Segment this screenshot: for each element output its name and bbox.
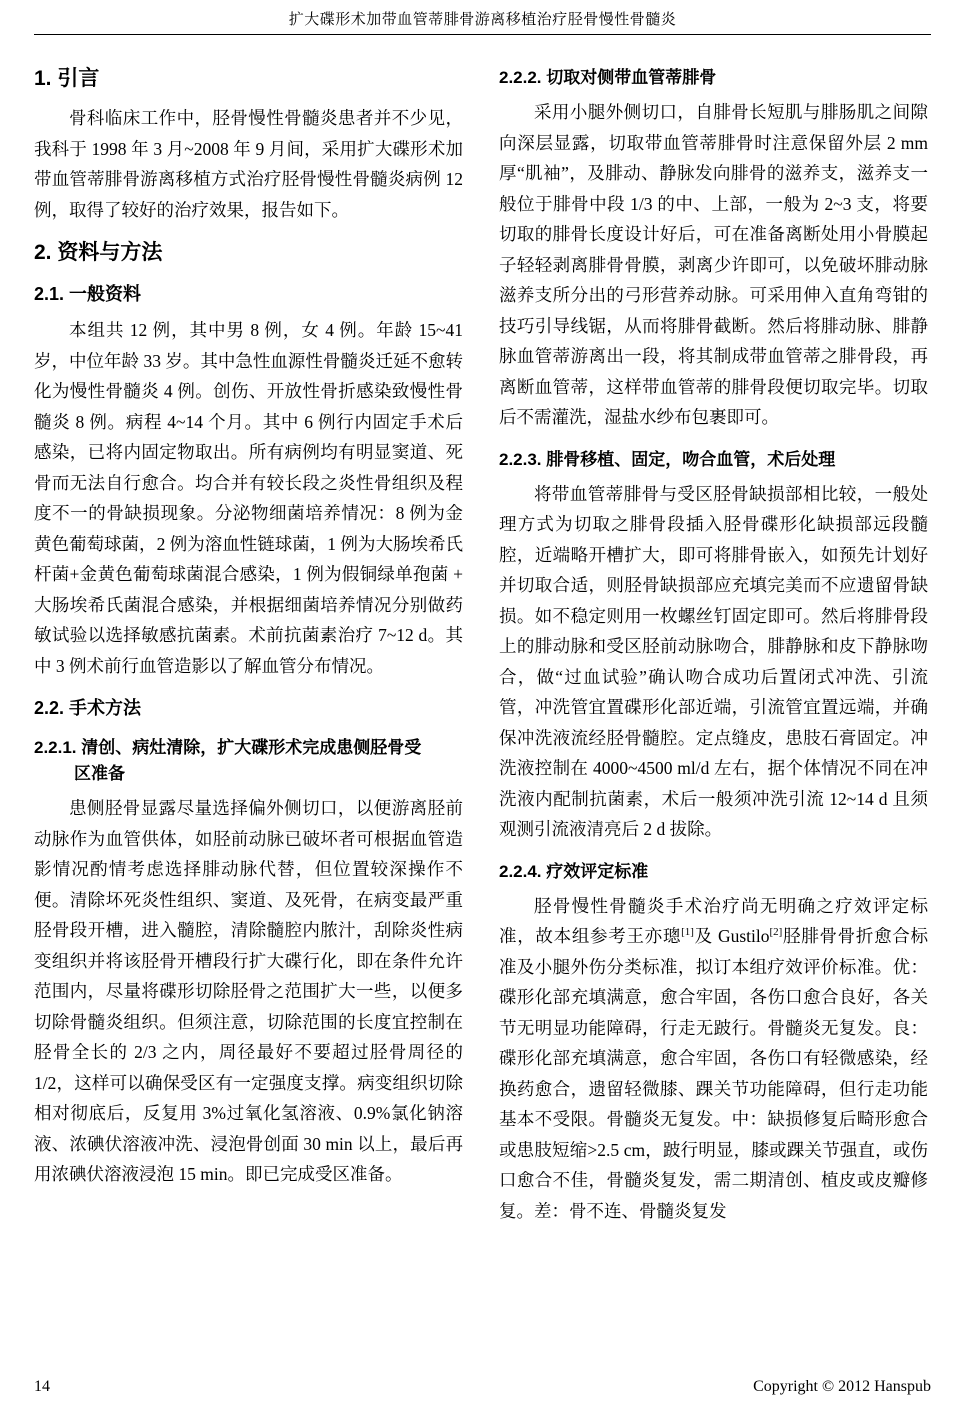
citation-ref-1: [1]	[681, 926, 694, 939]
paragraph-introduction: 骨科临床工作中，胫骨慢性骨髓炎患者并不少见，我科于 1998 年 3 月~2008 年 9 月间，采用扩大碟形术加带血管蒂腓骨游离移植方式治疗胫骨慢性骨髓炎病例 12 例，取得了较好的治疗效果，报告如下。	[34, 108, 463, 220]
running-head-rule	[34, 34, 931, 35]
paragraph-debridement: 患侧胫骨显露尽量选择偏外侧切口，以便游离胫前动脉作为血管供体，如胫前动脉已破坏者可根据血管造影情况酌情考虑选择腓动脉代替，但位置较深操作不便。清除坏死炎性组织、窦道、及死骨，在病变最严重胫骨段开槽，进入髓腔，清除髓腔内脓汁，刮除炎性病变组织并将该胫骨开槽段行扩大碟行化，即在条件允许范围内，尽量将碟形切除胫骨之范围扩大一些，以便多切除骨髓炎组织。但须注意，切除范围的长度宜控制在胫骨全长的 2/3 之内，周径最好不要超过胫骨周径的 1/2，这样可以确保受区有一定强度支撑。病变组织切除相对彻底后，反复用 3%过氧化氢溶液、0.9%氯化钠溶液、浓碘伏溶液冲洗、浸泡骨创面 30 min 以上，最后再用浓碘伏溶液浸泡 15 min。即已完成受区准备。	[34, 798, 463, 1184]
page-number: 14	[34, 1378, 50, 1395]
efficacy-text-part3: 胫腓骨骨折愈合标准及小腿外伤分类标准，拟订本组疗效评价标准。优：碟形化部充填满意，愈合牢固，各伤口愈合良好，各关节无明显功能障碍，行走无跛行。骨髓炎无复发。良：碟形化部充填满意，愈合牢固，各伤口有轻微感染，经换药愈合，遗留轻微膝、踝关节功能障碍，但行走功能基本不受限。骨髓炎无复发。中：缺损修复后畸形愈合或患肢短缩>2.5 cm，跛行明显，膝或踝关节强直，或伤口愈合不佳，骨髓炎复发，需二期清创、植皮或皮瓣修复。差：骨不连、骨髓炎复发	[499, 926, 928, 1221]
efficacy-text-part2: 及 Gustilo	[693, 926, 770, 946]
heading-section-2-1: 2.1. 一般资料	[34, 284, 142, 304]
heading-section-2-2-1-line2: 区准备	[74, 764, 125, 783]
paragraph-graft-fixation: 将带血管蒂腓骨与受区胫骨缺损部相比较，一般处理方式为切取之腓骨段插入胫骨碟形化缺损部远段髓腔，近端略开槽扩大，即可将腓骨嵌入，如预先计划好并切取合适，则胫骨缺损部应充填完美而不应遗留骨缺损。如不稳定则用一枚螺丝钉固定即可。然后将腓骨段上的腓动脉和受区胫前动脉吻合，腓静脉和皮下静脉吻合，做“过血试验”确认吻合成功后置闭式冲洗、引流管，冲洗管宜置碟形化部近端，引流管宜置远端，并确保冲洗液流经胫骨髓腔。定点缝皮，患肢石膏固定。冲洗液控制在 4000~4500 ml/d 左右，据个体情况不同在冲洗液内配制抗菌素，术后一般须冲洗引流 12~14 d 且须观测引流液清亮后 2 d 拔除。	[499, 483, 928, 839]
citation-ref-2: [2]	[769, 926, 783, 939]
paragraph-fibula-harvest: 采用小腿外侧切口，自腓骨长短肌与腓肠肌之间隙向深层显露，切取带血管蒂腓骨时注意保留外层 2 mm 厚“肌袖”，及腓动、静脉发向腓骨的滋养支，滋养支一般位于腓骨中段 1/3 的中、上部，一般为 2~3 支，将要切取的腓骨长度设计好后，可在准备离断处用小骨膜起子轻轻剥离腓骨骨膜，剥离少许即可，以免破坏腓动脉滋养支所分出的弓形营养动脉。可采用伸入直角弯钳的技巧引导线锯，从而将腓骨截断。然后将腓动脉、腓静脉血管蒂游离出一段，将其制成带血管蒂之腓骨段，再离断血管蒂，这样带血管蒂的腓骨段便切取完毕。切取后不需灌洗，湿盐水纱布包裹即可。	[499, 102, 928, 427]
heading-section-2-2-1	[34, 735, 463, 787]
copyright-notice: Copyright © 2012 Hanspub	[753, 1378, 931, 1395]
heading-section-2-2-4: 2.2.4. 疗效评定标准	[499, 861, 649, 881]
left-column	[34, 51, 463, 1190]
paragraph-efficacy-criteria	[499, 891, 928, 1227]
page-footer	[34, 1376, 931, 1398]
right-column	[499, 51, 928, 1226]
heading-section-2-2: 2.2. 手术方法	[34, 698, 142, 718]
heading-section-2-2-2: 2.2.2. 切取对侧带血管蒂腓骨	[499, 68, 717, 87]
heading-section-2: 2. 资料与方法	[34, 241, 163, 264]
efficacy-text-part1: 胫骨慢性骨髓炎手术治疗尚无明确之疗效评定标准，故本组参考王亦璁	[499, 895, 928, 946]
paragraph-general-data: 本组共 12 例，其中男 8 例，女 4 例。年龄 15~41 岁，中位年龄 33 岁。其中急性血源性骨髓炎迁延不愈转化为慢性骨髓炎 4 例。创伤、开放性骨折感染致慢性骨髓炎 8 例。病程 4~14 个月。其中 6 例行内固定手术后感染，已将内固定物取出。所有病例均有明显窦道、死骨而无法自行愈合。均合并有较长段之炎性骨组织及程度不一的骨缺损现象。分泌物细菌培养情况：8 例为金黄色葡萄球菌，2 例为溶血性链球菌，1 例为大肠埃希氏杆菌+金黄色葡萄球菌混合感染，1 例为假铜绿单孢菌 + 大肠埃希氏菌混合感染，并根据细菌培养情况分别做药敏试验以选择敏感抗菌素。术前抗菌素治疗 7~12 d。其中 3 例术前行血管造影以了解血管分布情况。	[34, 320, 463, 676]
heading-section-1: 1. 引言	[34, 67, 100, 90]
two-column-layout	[34, 51, 931, 1226]
running-head: 扩大碟形术加带血管蒂腓骨游离移植治疗胫骨慢性骨髓炎	[288, 12, 677, 28]
heading-section-2-2-3: 2.2.3. 腓骨移植、固定，吻合血管，术后处理	[499, 449, 836, 469]
heading-section-2-2-1-line1: 2.2.1. 清创、病灶清除，扩大碟形术完成患侧胫骨受	[34, 738, 422, 757]
